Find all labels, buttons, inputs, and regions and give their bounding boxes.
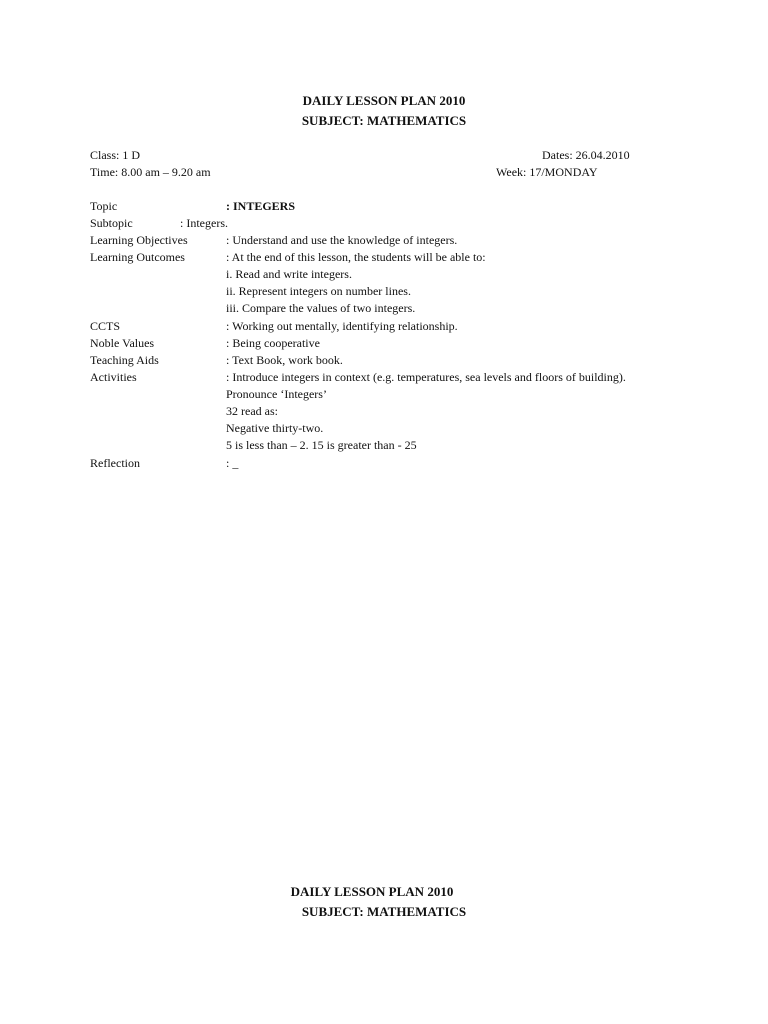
objectives-value: : Understand and use the knowledge of integers. xyxy=(226,233,458,247)
ccts-value: : Working out mentally, identifying relationship. xyxy=(226,319,458,333)
reflection-value: : _ xyxy=(226,456,239,470)
teaching-aids-label: Teaching Aids xyxy=(90,353,159,367)
activities-label: Activities xyxy=(90,370,137,384)
topic-value: : INTEGERS xyxy=(226,199,296,213)
ccts-label: CCTS xyxy=(90,319,121,333)
activity-line: Negative thirty-two. xyxy=(226,421,324,435)
reflection-label: Reflection xyxy=(90,456,140,470)
noble-values-label: Noble Values xyxy=(90,336,155,350)
activity-line: 5 is less than – 2. 15 is greater than - 25 xyxy=(226,438,417,452)
second-page-title: DAILY LESSON PLAN 2010 xyxy=(290,884,454,899)
activity-line: 32 read as: xyxy=(226,404,278,418)
topic-label: Topic xyxy=(90,199,118,213)
class-info: Class: 1 D xyxy=(90,148,141,162)
activities-value: : Introduce integers in context (e.g. temperatures, sea levels and floors of building). xyxy=(226,370,626,384)
outcome-item: ii. Represent integers on number lines. xyxy=(226,284,411,298)
objectives-label: Learning Objectives xyxy=(90,233,188,247)
subtopic-value: : Integers. xyxy=(180,216,228,230)
page-subject: SUBJECT: MATHEMATICS xyxy=(301,113,467,128)
time-info: Time: 8.00 am – 9.20 am xyxy=(90,165,211,179)
subtopic-label: Subtopic xyxy=(90,216,133,230)
activity-line: Pronounce ‘Integers’ xyxy=(226,387,327,401)
outcomes-label: Learning Outcomes xyxy=(90,250,185,264)
week-info: Week: 17/MONDAY xyxy=(496,165,598,179)
teaching-aids-value: : Text Book, work book. xyxy=(226,353,343,367)
noble-values-value: : Being cooperative xyxy=(226,336,320,350)
outcome-item: i. Read and write integers. xyxy=(226,267,352,281)
outcome-item: iii. Compare the values of two integers. xyxy=(226,301,416,315)
page-title: DAILY LESSON PLAN 2010 xyxy=(302,93,466,108)
dates-info: Dates: 26.04.2010 xyxy=(542,148,630,162)
second-page-subject: SUBJECT: MATHEMATICS xyxy=(301,904,467,919)
outcomes-value: : At the end of this lesson, the students will be able to: xyxy=(226,250,486,264)
